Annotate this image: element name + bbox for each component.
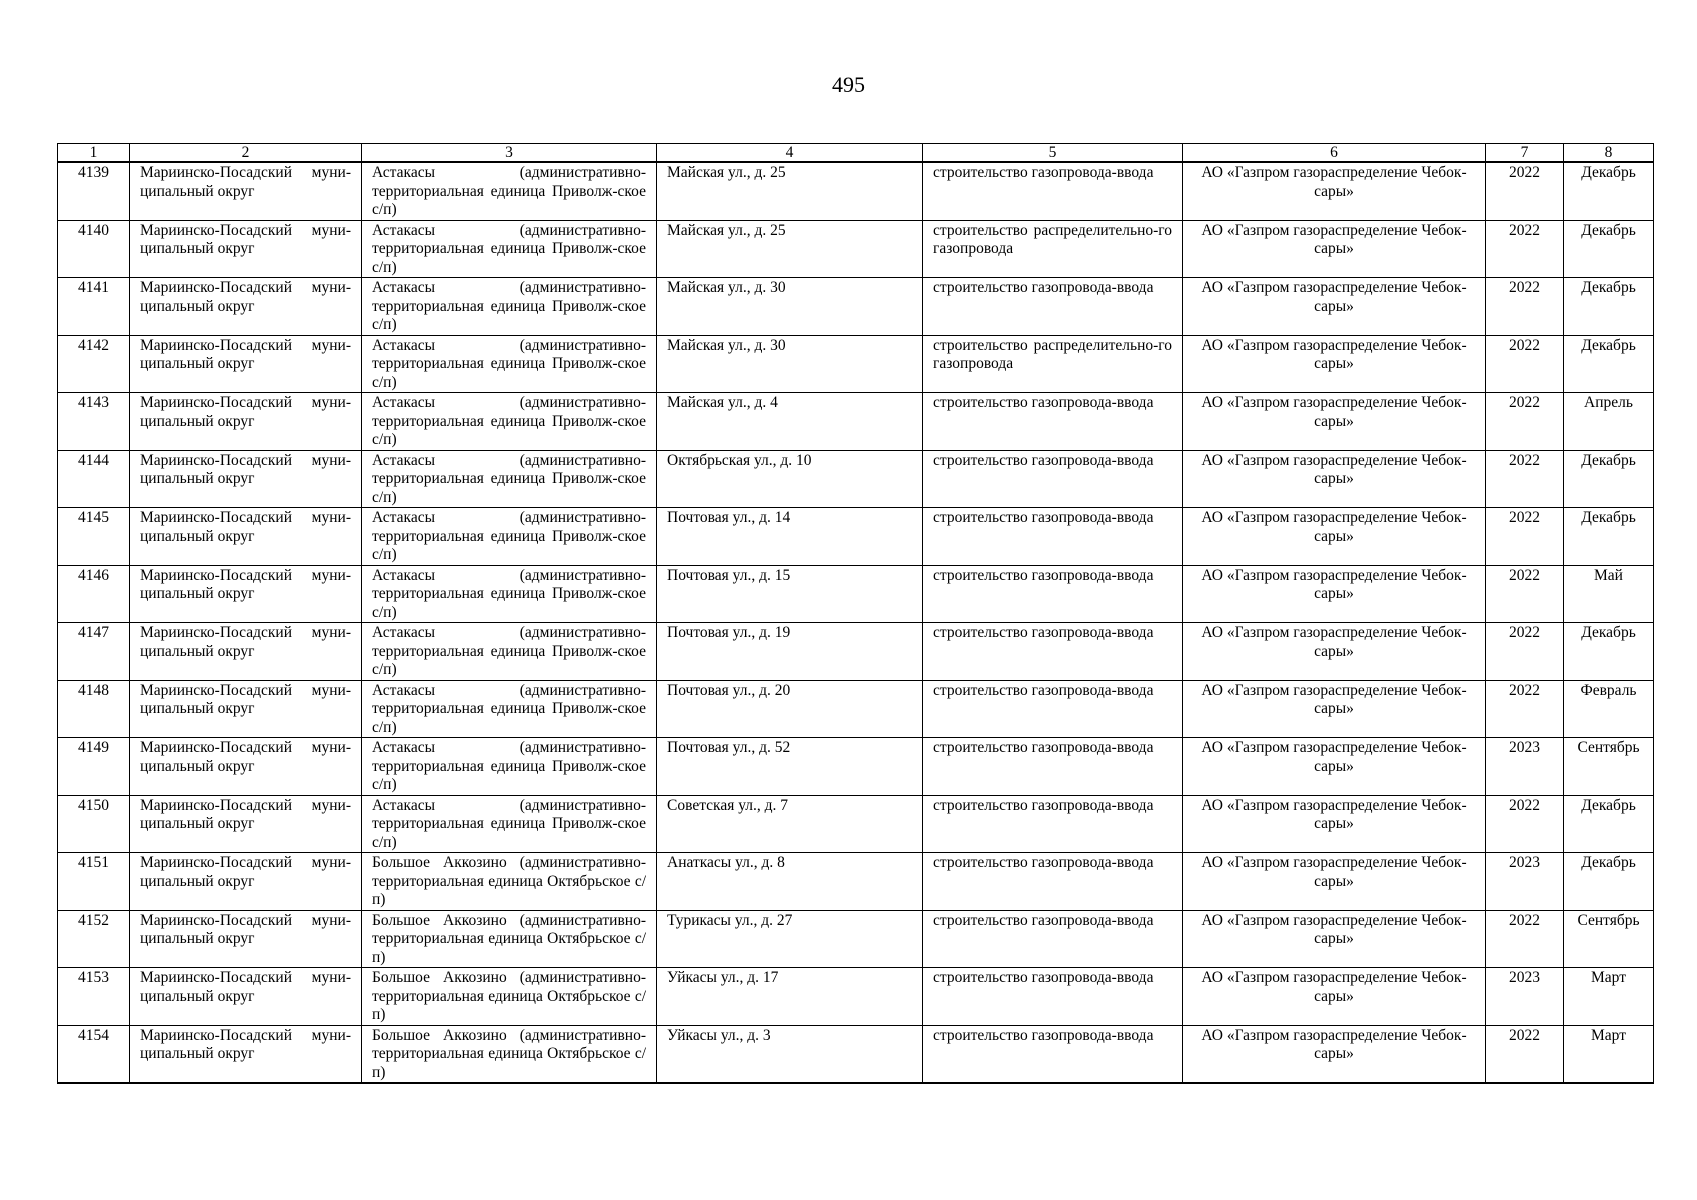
organization-cell: АО «Газпром газораспределение Чебок-сары»	[1183, 220, 1486, 278]
year-cell: 2022	[1486, 450, 1564, 508]
settlement-cell: Астакасы (административно-территориальная единица Приволж-ское с/п)	[362, 508, 657, 566]
column-header: 5	[923, 144, 1183, 163]
row-number-cell: 4148	[58, 680, 130, 738]
year-cell: 2022	[1486, 335, 1564, 393]
work-type-cell: строительство газопровода-ввода	[923, 162, 1183, 220]
year-cell: 2022	[1486, 393, 1564, 451]
district-cell: Мариинско-Посадский муни-ципальный округ	[130, 795, 362, 853]
settlement-cell: Астакасы (административно-территориальная единица Приволж-ское с/п)	[362, 565, 657, 623]
table-row	[58, 623, 1654, 681]
district-cell: Мариинско-Посадский муни-ципальный округ	[130, 1025, 362, 1083]
work-type-cell: строительство распределительно-го газопровода	[923, 335, 1183, 393]
district-cell: Мариинско-Посадский муни-ципальный округ	[130, 910, 362, 968]
column-header: 2	[130, 144, 362, 163]
work-type-cell: строительство газопровода-ввода	[923, 968, 1183, 1026]
year-cell: 2022	[1486, 278, 1564, 336]
year-cell: 2022	[1486, 220, 1564, 278]
district-cell: Мариинско-Посадский муни-ципальный округ	[130, 220, 362, 278]
table-row	[58, 508, 1654, 566]
table-row	[58, 968, 1654, 1026]
month-cell: Декабрь	[1564, 220, 1654, 278]
work-type-cell: строительство газопровода-ввода	[923, 1025, 1183, 1083]
column-header: 1	[58, 144, 130, 163]
year-cell: 2022	[1486, 795, 1564, 853]
table-row	[58, 393, 1654, 451]
address-cell: Майская ул., д. 30	[657, 278, 923, 336]
organization-cell: АО «Газпром газораспределение Чебок-сары»	[1183, 162, 1486, 220]
table-row	[58, 450, 1654, 508]
district-cell: Мариинско-Посадский муни-ципальный округ	[130, 508, 362, 566]
table-row	[58, 1025, 1654, 1083]
row-number-cell: 4152	[58, 910, 130, 968]
address-cell: Анаткасы ул., д. 8	[657, 853, 923, 911]
year-cell: 2022	[1486, 1025, 1564, 1083]
work-type-cell: строительство газопровода-ввода	[923, 623, 1183, 681]
row-number-cell: 4145	[58, 508, 130, 566]
settlement-cell: Астакасы (административно-территориальная единица Приволж-ское с/п)	[362, 738, 657, 796]
settlement-cell: Большое Аккозино (административно-территориальная единица Октябрьское с/п)	[362, 1025, 657, 1083]
year-cell: 2022	[1486, 162, 1564, 220]
table-row	[58, 565, 1654, 623]
organization-cell: АО «Газпром газораспределение Чебок-сары»	[1183, 738, 1486, 796]
row-number-cell: 4154	[58, 1025, 130, 1083]
row-number-cell: 4144	[58, 450, 130, 508]
organization-cell: АО «Газпром газораспределение Чебок-сары»	[1183, 1025, 1486, 1083]
settlement-cell: Астакасы (административно-территориальная единица Приволж-ское с/п)	[362, 220, 657, 278]
column-header: 7	[1486, 144, 1564, 163]
year-cell: 2022	[1486, 680, 1564, 738]
year-cell: 2022	[1486, 623, 1564, 681]
district-cell: Мариинско-Посадский муни-ципальный округ	[130, 623, 362, 681]
address-cell: Майская ул., д. 25	[657, 220, 923, 278]
row-number-cell: 4141	[58, 278, 130, 336]
organization-cell: АО «Газпром газораспределение Чебок-сары»	[1183, 278, 1486, 336]
settlement-cell: Большое Аккозино (административно-территориальная единица Октябрьское с/п)	[362, 968, 657, 1026]
settlement-cell: Астакасы (административно-территориальная единица Приволж-ское с/п)	[362, 335, 657, 393]
year-cell: 2023	[1486, 853, 1564, 911]
table-row	[58, 335, 1654, 393]
year-cell: 2022	[1486, 565, 1564, 623]
organization-cell: АО «Газпром газораспределение Чебок-сары»	[1183, 910, 1486, 968]
organization-cell: АО «Газпром газораспределение Чебок-сары»	[1183, 450, 1486, 508]
work-type-cell: строительство газопровода-ввода	[923, 738, 1183, 796]
work-type-cell: строительство газопровода-ввода	[923, 853, 1183, 911]
row-number-cell: 4151	[58, 853, 130, 911]
organization-cell: АО «Газпром газораспределение Чебок-сары»	[1183, 968, 1486, 1026]
row-number-cell: 4150	[58, 795, 130, 853]
address-cell: Почтовая ул., д. 52	[657, 738, 923, 796]
row-number-cell: 4140	[58, 220, 130, 278]
district-cell: Мариинско-Посадский муни-ципальный округ	[130, 450, 362, 508]
column-header: 3	[362, 144, 657, 163]
row-number-cell: 4139	[58, 162, 130, 220]
row-number-cell: 4142	[58, 335, 130, 393]
month-cell: Декабрь	[1564, 853, 1654, 911]
row-number-cell: 4149	[58, 738, 130, 796]
settlement-cell: Большое Аккозино (административно-территориальная единица Октябрьское с/п)	[362, 853, 657, 911]
address-cell: Уйкасы ул., д. 3	[657, 1025, 923, 1083]
column-header: 4	[657, 144, 923, 163]
year-cell: 2022	[1486, 910, 1564, 968]
address-cell: Почтовая ул., д. 20	[657, 680, 923, 738]
organization-cell: АО «Газпром газораспределение Чебок-сары»	[1183, 508, 1486, 566]
organization-cell: АО «Газпром газораспределение Чебок-сары»	[1183, 623, 1486, 681]
work-type-cell: строительство распределительно-го газопровода	[923, 220, 1183, 278]
column-header: 8	[1564, 144, 1654, 163]
work-type-cell: строительство газопровода-ввода	[923, 680, 1183, 738]
address-cell: Советская ул., д. 7	[657, 795, 923, 853]
row-number-cell: 4147	[58, 623, 130, 681]
work-type-cell: строительство газопровода-ввода	[923, 450, 1183, 508]
month-cell: Декабрь	[1564, 162, 1654, 220]
row-number-cell: 4153	[58, 968, 130, 1026]
month-cell: Декабрь	[1564, 508, 1654, 566]
row-number-cell: 4143	[58, 393, 130, 451]
table-row	[58, 853, 1654, 911]
month-cell: Декабрь	[1564, 795, 1654, 853]
district-cell: Мариинско-Посадский муни-ципальный округ	[130, 565, 362, 623]
address-cell: Октябрьская ул., д. 10	[657, 450, 923, 508]
month-cell: Май	[1564, 565, 1654, 623]
organization-cell: АО «Газпром газораспределение Чебок-сары»	[1183, 680, 1486, 738]
table-row	[58, 278, 1654, 336]
table-row	[58, 162, 1654, 220]
address-cell: Уйкасы ул., д. 17	[657, 968, 923, 1026]
settlement-cell: Астакасы (административно-территориальная единица Приволж-ское с/п)	[362, 795, 657, 853]
address-cell: Майская ул., д. 4	[657, 393, 923, 451]
column-header: 6	[1183, 144, 1486, 163]
settlement-cell: Астакасы (административно-территориальная единица Приволж-ское с/п)	[362, 393, 657, 451]
settlement-cell: Астакасы (административно-территориальная единица Приволж-ское с/п)	[362, 450, 657, 508]
district-cell: Мариинско-Посадский муни-ципальный округ	[130, 278, 362, 336]
table-row	[58, 795, 1654, 853]
header-row	[58, 144, 1654, 163]
month-cell: Март	[1564, 1025, 1654, 1083]
settlement-cell: Астакасы (административно-территориальная единица Приволж-ское с/п)	[362, 623, 657, 681]
district-cell: Мариинско-Посадский муни-ципальный округ	[130, 335, 362, 393]
table-row	[58, 680, 1654, 738]
month-cell: Сентябрь	[1564, 738, 1654, 796]
year-cell: 2023	[1486, 968, 1564, 1026]
district-cell: Мариинско-Посадский муни-ципальный округ	[130, 162, 362, 220]
settlement-cell: Астакасы (административно-территориальная единица Приволж-ское с/п)	[362, 680, 657, 738]
gasification-table	[57, 143, 1654, 1084]
month-cell: Февраль	[1564, 680, 1654, 738]
year-cell: 2023	[1486, 738, 1564, 796]
district-cell: Мариинско-Посадский муни-ципальный округ	[130, 968, 362, 1026]
work-type-cell: строительство газопровода-ввода	[923, 508, 1183, 566]
organization-cell: АО «Газпром газораспределение Чебок-сары»	[1183, 853, 1486, 911]
table-row	[58, 738, 1654, 796]
address-cell: Турикасы ул., д. 27	[657, 910, 923, 968]
month-cell: Март	[1564, 968, 1654, 1026]
settlement-cell: Астакасы (административно-территориальная единица Приволж-ское с/п)	[362, 162, 657, 220]
month-cell: Декабрь	[1564, 278, 1654, 336]
address-cell: Майская ул., д. 30	[657, 335, 923, 393]
settlement-cell: Астакасы (административно-территориальная единица Приволж-ское с/п)	[362, 278, 657, 336]
work-type-cell: строительство газопровода-ввода	[923, 565, 1183, 623]
work-type-cell: строительство газопровода-ввода	[923, 795, 1183, 853]
address-cell: Почтовая ул., д. 19	[657, 623, 923, 681]
work-type-cell: строительство газопровода-ввода	[923, 910, 1183, 968]
district-cell: Мариинско-Посадский муни-ципальный округ	[130, 853, 362, 911]
month-cell: Декабрь	[1564, 623, 1654, 681]
district-cell: Мариинско-Посадский муни-ципальный округ	[130, 738, 362, 796]
organization-cell: АО «Газпром газораспределение Чебок-сары»	[1183, 795, 1486, 853]
year-cell: 2022	[1486, 508, 1564, 566]
organization-cell: АО «Газпром газораспределение Чебок-сары»	[1183, 393, 1486, 451]
address-cell: Почтовая ул., д. 14	[657, 508, 923, 566]
settlement-cell: Большое Аккозино (административно-территориальная единица Октябрьское с/п)	[362, 910, 657, 968]
district-cell: Мариинско-Посадский муни-ципальный округ	[130, 680, 362, 738]
month-cell: Декабрь	[1564, 450, 1654, 508]
work-type-cell: строительство газопровода-ввода	[923, 278, 1183, 336]
district-cell: Мариинско-Посадский муни-ципальный округ	[130, 393, 362, 451]
table-row	[58, 220, 1654, 278]
organization-cell: АО «Газпром газораспределение Чебок-сары»	[1183, 335, 1486, 393]
address-cell: Майская ул., д. 25	[657, 162, 923, 220]
month-cell: Декабрь	[1564, 335, 1654, 393]
page-number: 495	[832, 72, 865, 97]
table-row	[58, 910, 1654, 968]
work-type-cell: строительство газопровода-ввода	[923, 393, 1183, 451]
row-number-cell: 4146	[58, 565, 130, 623]
month-cell: Апрель	[1564, 393, 1654, 451]
address-cell: Почтовая ул., д. 15	[657, 565, 923, 623]
month-cell: Сентябрь	[1564, 910, 1654, 968]
organization-cell: АО «Газпром газораспределение Чебок-сары»	[1183, 565, 1486, 623]
